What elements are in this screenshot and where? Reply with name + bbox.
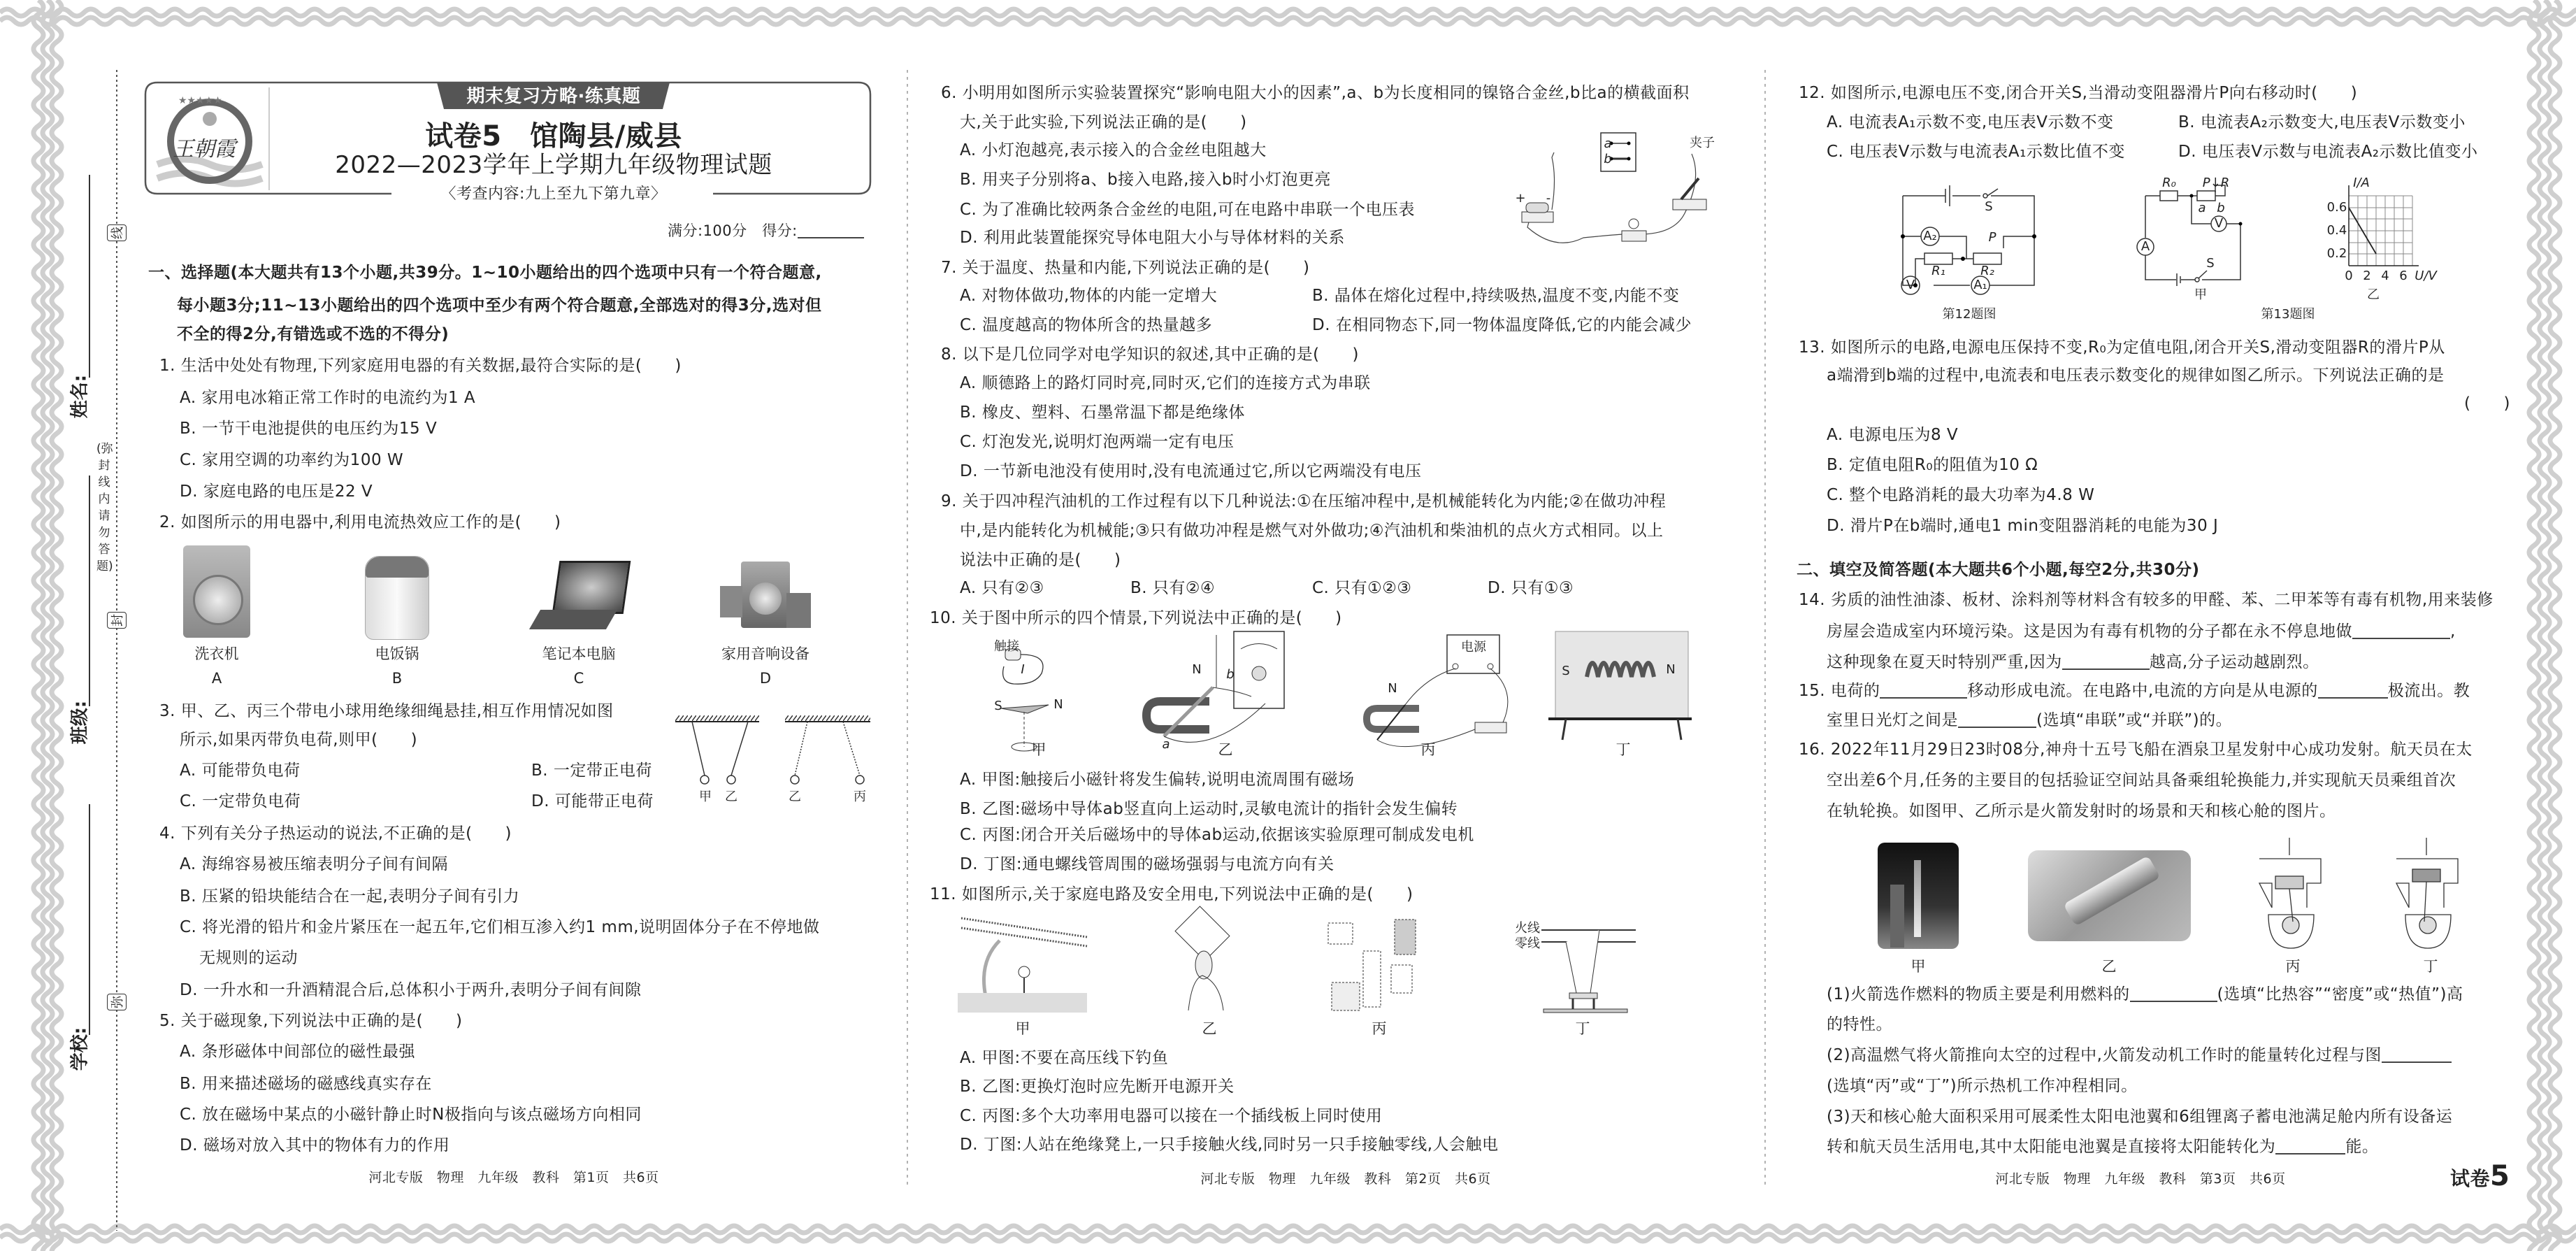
q13-fig-yi: 乙 bbox=[2367, 287, 2380, 302]
q13-fig-r0: R₀ bbox=[2162, 176, 2176, 190]
q1-option-d: D. 家庭电路的电压是22 V bbox=[180, 482, 373, 501]
q10-fig-n-label: N bbox=[1192, 662, 1202, 677]
q11-fig-caption: 乙 bbox=[1202, 1020, 1217, 1037]
score-blank[interactable] bbox=[798, 222, 864, 238]
q10-fig-jia bbox=[1001, 649, 1049, 751]
q16-line: 空出差6个月,任务的主要目的包括验证空间站具备乘组轮换能力,并实现航天员乘组首次 bbox=[1827, 771, 2456, 789]
q6-fig-label-b: b bbox=[1604, 152, 1612, 166]
q9-option-c: C. 只有①②③ bbox=[1312, 579, 1412, 597]
q11-fig-caption: 甲 bbox=[1015, 1020, 1030, 1037]
q9-option-b: B. 只有②④ bbox=[1130, 579, 1216, 597]
q13-graph-ytick: 0.2 bbox=[2326, 246, 2347, 261]
score-label: 满分:100分 得分: bbox=[668, 220, 864, 242]
q7-option-b: B. 晶体在熔化过程中,持续吸热,温度不变,内能不变 bbox=[1312, 287, 1680, 305]
q11-option-d: D. 丁图:人站在绝缘凳上,一只手接触火线,同时另一只手接触零线,人会触电 bbox=[960, 1136, 1499, 1154]
q5-stem: 5. 关于磁现象,下列说法中正确的是( ) bbox=[159, 1012, 463, 1030]
q2-item-name: 电饭锅 bbox=[375, 645, 419, 662]
q3-hanging-balls-figure bbox=[671, 710, 881, 801]
q13-fig-slider: P↓R bbox=[2202, 176, 2230, 190]
q7-option-c: C. 温度越高的物体所含的热量越多 bbox=[960, 316, 1213, 334]
q16-blank-1[interactable] bbox=[2130, 985, 2217, 1002]
laptop-image bbox=[535, 561, 627, 634]
q9-option-d: D. 只有①③ bbox=[1488, 579, 1574, 597]
q3-fig-label: 乙 bbox=[725, 789, 737, 804]
q11-fig-caption: 丁 bbox=[1575, 1020, 1590, 1037]
q16-part2-cont: (选填“丙”或“丁”)所示热机工作冲程相同。 bbox=[1827, 1077, 2138, 1095]
q10-fig-touch-label: 触接 bbox=[994, 639, 1019, 654]
q10-fig-current-label: I bbox=[1021, 662, 1025, 677]
q13-fig-jia: 甲 bbox=[2194, 287, 2207, 302]
q6-stem-cont: 大,关于此实验,下列说法正确的是( ) bbox=[960, 113, 1247, 131]
q10-option-b: B. 乙图:磁场中导体ab竖直向上运动时,灵敏电流计的指针会发生偏转 bbox=[960, 800, 1458, 818]
q13-graph-xtick: 0 bbox=[2345, 269, 2353, 283]
binding-note: (弥封线内请勿答题) bbox=[96, 442, 113, 573]
q7-stem: 7. 关于温度、热量和内能,下列说法正确的是( ) bbox=[941, 259, 1310, 277]
q15-line: 室里日光灯之间是 (选填“串联”或“并联”)的。 bbox=[1827, 711, 2233, 729]
q6-fig-label-clip: 夹子 bbox=[1690, 136, 1715, 150]
q2-stem: 2. 如图所示的用电器中,利用电流热效应工作的是( ) bbox=[159, 513, 561, 531]
q16-fig-caption: 乙 bbox=[2101, 958, 2117, 975]
q3-stem-cont: 所示,如果丙带负电荷,则甲( ) bbox=[180, 731, 418, 749]
q13-fig-b: b bbox=[2217, 201, 2225, 215]
q4-stem: 4. 下列有关分子热运动的说法,不正确的是( ) bbox=[159, 824, 512, 843]
q8-option-b: B. 橡皮、塑料、石墨常温下都是绝缘体 bbox=[960, 403, 1245, 422]
header-tab: 期末复习方略·练真题 bbox=[466, 86, 641, 107]
page-footer-3: 河北专版 物理 九年级 教科 第3页 共6页 bbox=[1995, 1171, 2286, 1187]
seal-char-line: 线 bbox=[107, 224, 127, 241]
q10-fig-yi bbox=[1146, 631, 1284, 742]
q14-line: 房屋会造成室内环境污染。这是因为有毒有机物的分子都在永不停息地做 , bbox=[1827, 622, 2456, 641]
q12-fig-a1: A₁ bbox=[1973, 278, 1987, 292]
q1-option-a: A. 家用电冰箱正常工作时的电流约为1 A bbox=[180, 389, 476, 407]
q10-fig-a-label: a bbox=[1162, 737, 1170, 752]
q11-fig-power-strip bbox=[1328, 920, 1416, 1010]
q11-fig-caption: 丙 bbox=[1372, 1020, 1387, 1037]
engine-stroke-diagrams bbox=[2258, 838, 2468, 950]
q1-stem: 1. 生活中处处有物理,下列家庭用电器的有关数据,最符合实际的是( ) bbox=[159, 357, 682, 375]
q6-fig-label-plus: + bbox=[1515, 191, 1526, 206]
rice-cooker-image bbox=[365, 556, 429, 640]
q6-fig-label-a: a bbox=[1604, 136, 1612, 151]
q11-option-a: A. 甲图:不要在高压线下钓鱼 bbox=[960, 1049, 1169, 1067]
q6-stem: 6. 小明用如图所示实验装置探究“影响电阻大小的因素”,a、b为长度相同的镍铬合金丝,b比a的横截面积 bbox=[941, 84, 1690, 102]
q10-figures bbox=[986, 635, 1685, 736]
q16-line: 16. 2022年11月29日23时08分,神舟十五号飞船在酒泉卫星发射中心成功发射。航天员在太 bbox=[1799, 741, 2473, 759]
q16-blank-2[interactable] bbox=[2382, 1046, 2452, 1063]
q10-option-a: A. 甲图:触接后小磁针将发生偏转,说明电流周围有磁场 bbox=[960, 771, 1355, 789]
exam-number-corner: 试卷5 bbox=[2450, 1160, 2510, 1192]
q13-fig-ammeter: A bbox=[2140, 239, 2150, 254]
q16-part3: (3)天和核心舱大面积采用可展柔性太阳电池翼和6组锂离子蓄电池满足舱内所有设备运 bbox=[1827, 1108, 2453, 1126]
q8-option-a: A. 顺德路上的路灯同时亮,同时灭,它们的连接方式为串联 bbox=[960, 374, 1371, 392]
q6-option-a: A. 小灯泡越亮,表示接入的合金丝电阻越大 bbox=[960, 141, 1267, 159]
q10-fig-caption: 甲 bbox=[1031, 741, 1046, 758]
q12-fig-r2: R₂ bbox=[1980, 264, 1994, 278]
q2-item-letter: B bbox=[391, 670, 403, 687]
q16-part1: (1)火箭选作燃料的物质主要是利用燃料的 (选填“比热容”“密度”或“热值”)高 bbox=[1827, 985, 2463, 1003]
q2-item-letter: C bbox=[573, 670, 584, 687]
q13-graph-xtick: 6 bbox=[2399, 269, 2408, 283]
q11-fig-bulb bbox=[1175, 906, 1230, 1010]
q9-stem-cont: 中,是内能转化为机械能;③只有做功冲程是燃气对外做功;④汽油机和柴油机的点火方式相同。以上 bbox=[960, 522, 1664, 540]
q13-option-b: B. 定值电阻R₀的阻值为10 Ω bbox=[1827, 456, 2038, 474]
q8-option-c: C. 灯泡发光,说明灯泡两端一定有电压 bbox=[960, 433, 1235, 451]
q16-part2: (2)高温燃气将火箭推向太空的过程中,火箭发动机工作时的能量转化过程与图 bbox=[1827, 1044, 2452, 1066]
section1-heading: 一、选择题(本大题共有13个小题,共39分。1~10小题给出的四个选项中只有一个符合题意, bbox=[148, 264, 822, 282]
q9-option-a: A. 只有②③ bbox=[960, 579, 1044, 597]
page-footer-1: 河北专版 物理 九年级 教科 第1页 共6页 bbox=[368, 1170, 659, 1185]
q6-fig-label-minus: - bbox=[1546, 191, 1551, 206]
q2-item-name: 家用音响设备 bbox=[721, 645, 810, 662]
q2-item-name: 笔记本电脑 bbox=[542, 645, 616, 662]
space-station-photo bbox=[2028, 850, 2191, 941]
q14-blank-1[interactable] bbox=[2352, 622, 2450, 639]
q11-fig-neutral-wire-label: 零线 bbox=[1515, 936, 1540, 951]
q7-option-a: A. 对物体做功,物体的内能一定增大 bbox=[960, 287, 1218, 305]
q6-option-b: B. 用夹子分别将a、b接入电路,接入b时小灯泡更亮 bbox=[960, 171, 1332, 189]
q9-stem-cont: 说法中正确的是( ) bbox=[960, 551, 1121, 569]
q10-fig-n-label: N bbox=[1388, 681, 1397, 696]
svg-text:★★★★★: ★★★★★ bbox=[178, 95, 222, 106]
q10-fig-s-label: S bbox=[994, 699, 1002, 713]
q15-line: 15. 电荷的 移动形成电流。在电路中,电流的方向是从电源的 极流出。教 bbox=[1799, 682, 2470, 700]
q2-item-letter: D bbox=[759, 670, 772, 687]
q10-fig-caption: 乙 bbox=[1218, 741, 1233, 758]
q11-fig-fire-wire-label: 火线 bbox=[1515, 921, 1540, 936]
q13-fig-s: S bbox=[2206, 256, 2215, 271]
q10-fig-power-label: 电源 bbox=[1461, 640, 1486, 655]
q2-item-name: 洗衣机 bbox=[194, 645, 239, 662]
q10-fig-caption: 丁 bbox=[1616, 741, 1631, 758]
q12-option-a: A. 电流表A₁示数不变,电压表V示数不变 bbox=[1827, 113, 2114, 131]
q1-option-c: C. 家用空调的功率约为100 W bbox=[180, 451, 404, 469]
q13-graph-ytick: 0.4 bbox=[2326, 223, 2347, 238]
q10-fig-n-label: N bbox=[1053, 697, 1063, 712]
q13-fig-a: a bbox=[2198, 201, 2206, 215]
q11-option-c: C. 丙图:多个大功率用电器可以接在一个插线板上同时使用 bbox=[960, 1107, 1383, 1125]
q3-fig-label: 丙 bbox=[854, 789, 866, 804]
q6-option-d: D. 利用此装置能探究导体电阻大小与导体材料的关系 bbox=[960, 229, 1345, 247]
q10-fig-ding bbox=[1548, 631, 1692, 740]
q3-option-b: B. 一定带正电荷 bbox=[531, 762, 652, 780]
q10-option-d: D. 丁图:通电螺线管周围的磁场强弱与电流方向有关 bbox=[960, 855, 1334, 873]
engine-ding bbox=[2396, 838, 2458, 948]
q3-option-c: C. 一定带负电荷 bbox=[180, 792, 301, 810]
q10-fig-b-label: b bbox=[1226, 667, 1235, 682]
exam-title: 试卷5 馆陶县/威县 bbox=[425, 120, 682, 152]
q8-stem: 8. 以下是几位同学对电学知识的叙述,其中正确的是( ) bbox=[941, 345, 1360, 364]
speaker-set-image bbox=[720, 562, 811, 631]
q11-option-b: B. 乙图:更换灯泡时应先断开电源开关 bbox=[960, 1078, 1235, 1096]
q15-blank-3[interactable] bbox=[1958, 711, 2036, 728]
q5-option-d: D. 磁场对放入其中的物体有力的作用 bbox=[180, 1136, 450, 1155]
q12-fig-v: V bbox=[1906, 278, 1915, 292]
q14-blank-2[interactable] bbox=[2062, 653, 2150, 670]
exam-scope: 〈考查内容:九上至九下第九章〉 bbox=[440, 185, 667, 203]
washing-machine-image bbox=[183, 545, 250, 638]
q9-stem: 9. 关于四冲程汽油机的工作过程有以下几种说法:①在压缩冲程中,是机械能转化为内能;②在做功冲程 bbox=[941, 492, 1667, 510]
q3-fig-label: 乙 bbox=[789, 789, 801, 804]
q13-stem-cont: a端滑到b端的过程中,电流表和电压表示数变化的规律如图乙所示。下列说法正确的是 bbox=[1827, 366, 2445, 385]
q3-fig-label: 甲 bbox=[699, 789, 712, 804]
q11-stem: 11. 如图所示,关于家庭电路及安全用电,下列说法中正确的是( ) bbox=[930, 885, 1413, 903]
seal-char-seal: 封 bbox=[107, 612, 127, 629]
q15-blank-1[interactable] bbox=[1880, 682, 1967, 699]
q8-option-d: D. 一节新电池没有使用时,没有电流通过它,所以它两端没有电压 bbox=[960, 462, 1422, 480]
exam-subtitle: 2022—2023学年上学期九年级物理试题 bbox=[335, 151, 772, 179]
q13-answer-paren: ( ) bbox=[2464, 394, 2510, 413]
q12-fig-p: P bbox=[1988, 230, 1996, 245]
school-field-label: 学校: bbox=[69, 1027, 91, 1071]
q14-line: 这种现象在夏天时特别严重,因为 越高,分子运动越剧烈。 bbox=[1827, 653, 2319, 671]
section2-heading: 二、填空及简答题(本大题共6个小题,每空2分,共30分) bbox=[1797, 561, 2200, 579]
q11-figures bbox=[958, 913, 1657, 1014]
q16-fig-caption: 甲 bbox=[1911, 958, 1926, 975]
q6-option-c: C. 为了准确比较两条合金丝的电阻,可在电路中串联一个电压表 bbox=[960, 201, 1415, 219]
q11-fig-person-stool bbox=[1541, 930, 1636, 1013]
q16-part3-cont: 转和航天员生活用电,其中太阳能电池翼是直接将太阳能转化为 能。 bbox=[1827, 1138, 2379, 1156]
q4-option-c-cont: 无规则的运动 bbox=[199, 949, 298, 967]
q3-option-a: A. 可能带负电荷 bbox=[180, 762, 301, 780]
q3-option-d: D. 可能带正电荷 bbox=[531, 792, 654, 810]
q12-option-c: C. 电压表V示数与电流表A₁示数比值不变 bbox=[1827, 143, 2125, 161]
q16-fig-caption: 丁 bbox=[2423, 958, 2438, 975]
page-footer-2: 河北专版 物理 九年级 教科 第2页 共6页 bbox=[1200, 1171, 1491, 1187]
q13-graph-xlabel: U/V bbox=[2415, 269, 2437, 283]
q10-fig-caption: 丙 bbox=[1420, 741, 1436, 758]
q16-blank-3[interactable] bbox=[2275, 1138, 2345, 1155]
q13-option-c: C. 整个电路消耗的最大功率为4.8 W bbox=[1827, 486, 2095, 504]
logo-text: 王朝霞 bbox=[173, 137, 236, 162]
name-field-label: 姓名: bbox=[69, 374, 91, 419]
q13-stem: 13. 如图所示的电路,电源电压保持不变,R₀为定值电阻,闭合开关S,滑动变阻器R的滑片P从 bbox=[1799, 338, 2445, 357]
q13-graph-xtick: 4 bbox=[2381, 269, 2389, 283]
q12-option-b: B. 电流表A₂示数变大,电压表V示数变小 bbox=[2178, 113, 2466, 131]
q12-caption: 第12题图 bbox=[1942, 307, 1996, 322]
q7-option-d: D. 在相同物态下,同一物体温度降低,它的内能会减少 bbox=[1312, 316, 1692, 334]
q2-item-letter: A bbox=[211, 670, 222, 687]
q12-fig-r1: R₁ bbox=[1931, 264, 1945, 278]
q5-option-a: A. 条形磁体中间部位的磁性最强 bbox=[180, 1043, 415, 1061]
q16-line: 在轨轮换。如图甲、乙所示是火箭发射时的场景和天和核心舱的图片。 bbox=[1827, 802, 2336, 820]
q15-blank-2[interactable] bbox=[2318, 682, 2388, 699]
q16-part1-cont: 的特性。 bbox=[1827, 1015, 1892, 1034]
q11-fig-fishing bbox=[958, 918, 1087, 1013]
q3-stem: 3. 甲、乙、丙三个带电小球用绝缘细绳悬挂,相互作用情况如图 bbox=[159, 702, 614, 720]
q13-option-a: A. 电源电压为8 V bbox=[1827, 426, 1959, 444]
q4-option-b: B. 压紧的铅块能结合在一起,表明分子间有引力 bbox=[180, 887, 520, 906]
q4-option-a: A. 海绵容易被压缩表明分子间有间隔 bbox=[180, 855, 448, 873]
q13-caption: 第13题图 bbox=[2261, 307, 2315, 322]
seal-char-mi: 弥 bbox=[107, 994, 127, 1010]
class-field-label: 班级: bbox=[69, 700, 91, 745]
publisher-logo bbox=[157, 91, 262, 189]
q12-option-d: D. 电压表V示数与电流表A₂示数比值变小 bbox=[2178, 143, 2478, 161]
q13-option-d: D. 滑片P在b端时,通电1 min变阻器消耗的电能为30 J bbox=[1827, 517, 2219, 535]
engine-bing bbox=[2259, 838, 2321, 948]
q12-circuit-diagram bbox=[1900, 182, 2040, 294]
q4-option-c: C. 将光滑的铅片和金片紧压在一起五年,它们相互渗入约1 mm,说明固体分子在不停地做 bbox=[180, 918, 820, 936]
q5-option-b: B. 用来描述磁场的磁感线真实存在 bbox=[180, 1075, 432, 1093]
q10-fig-s-label: S bbox=[1562, 664, 1570, 678]
q1-option-b: B. 一节干电池提供的电压约为15 V bbox=[180, 420, 438, 438]
q14-line: 14. 劣质的油性油漆、板材、涂料剂等材料含有较多的甲醛、苯、二甲苯等有毒有机物,用来装修 bbox=[1799, 591, 2494, 609]
q13-graph-ytick: 0.6 bbox=[2326, 200, 2347, 215]
q13-fig-v: V bbox=[2214, 216, 2224, 231]
q10-stem: 10. 关于图中所示的四个情景,下列说法中正确的是( ) bbox=[930, 609, 1342, 627]
section1-instruction: 不全的得2分,有错选或不选的不得分) bbox=[177, 325, 449, 343]
q12-fig-a2: A₂ bbox=[1923, 229, 1937, 243]
q16-fig-caption: 丙 bbox=[2285, 958, 2301, 975]
q12-fig-s: S bbox=[1985, 199, 1993, 214]
q10-fig-n-label: N bbox=[1666, 662, 1676, 677]
q13-graph-ylabel: I/A bbox=[2353, 176, 2370, 190]
section1-instruction: 每小题3分;11~13小题给出的四个选项中至少有两个符合题意,全部选对的得3分,选对但 bbox=[177, 296, 822, 315]
rocket-launch-photo bbox=[1878, 843, 1959, 949]
q12-stem: 12. 如图所示,电源电压不变,闭合开关S,当滑动变阻器滑片P向右移动时( ) bbox=[1799, 84, 2358, 102]
q10-option-c: C. 丙图:闭合开关后磁场中的导体ab运动,依据该实验原理可制成发电机 bbox=[960, 826, 1474, 844]
q13-graph-xtick: 2 bbox=[2363, 269, 2371, 283]
q5-option-c: C. 放在磁场中某点的小磁针静止时N极指向与该点磁场方向相同 bbox=[180, 1106, 642, 1124]
q4-option-d: D. 一升水和一升酒精混合后,总体积小于两升,表明分子间有间隙 bbox=[180, 981, 642, 999]
